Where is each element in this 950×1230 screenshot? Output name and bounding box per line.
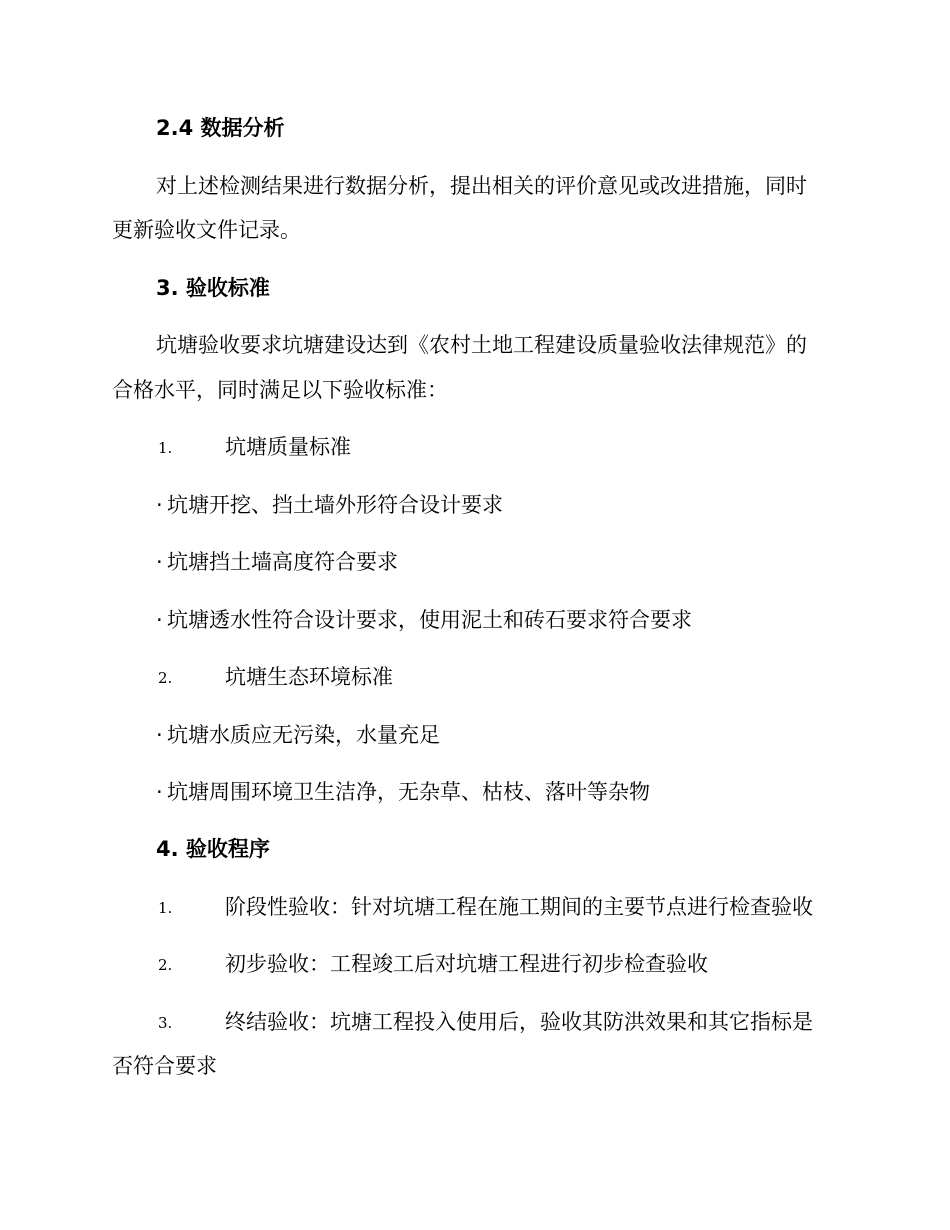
bullet-text: 坑塘水质应无污染，水量充足 (167, 723, 440, 747)
list-number: 2. (158, 956, 173, 974)
section-4-heading: 4. 验收程序 (156, 837, 270, 861)
list-number: 3. (158, 1014, 173, 1032)
bullet-text: 坑塘周围环境卫生洁净，无杂草、枯枝、落叶等杂物 (167, 780, 650, 804)
section-3-heading: 3. 验收标准 (156, 276, 270, 300)
bullet-glyph: · (156, 780, 163, 804)
bullet-text: 坑塘透水性符合设计要求，使用泥土和砖石要求符合要求 (167, 608, 692, 632)
section-3-paragraph-line-1: 坑塘验收要求坑塘建设达到《农村土地工程建设质量验收法律规范》的 (156, 333, 807, 357)
list-item-title: 坑塘质量标准 (225, 435, 351, 459)
procedure-step: 初步验收：工程竣工后对坑塘工程进行初步检查验收 (225, 952, 708, 976)
bullet-glyph: · (156, 550, 163, 574)
section-2-4-paragraph-line-1: 对上述检测结果进行数据分析，提出相关的评价意见或改进措施，同时 (156, 174, 807, 198)
bullet-glyph: · (156, 493, 163, 517)
bullet-item (156, 490, 503, 520)
bullet-glyph: · (156, 723, 163, 747)
list-number: 1. (158, 899, 173, 917)
bullet-item (156, 605, 692, 635)
section-3-paragraph-line-2: 合格水平，同时满足以下验收标准： (112, 378, 448, 402)
bullet-item (156, 547, 398, 577)
bullet-text: 坑塘开挖、挡土墙外形符合设计要求 (167, 493, 503, 517)
bullet-glyph: · (156, 608, 163, 632)
section-2-4-heading: 2.4 数据分析 (156, 116, 285, 140)
bullet-text: 坑塘挡土墙高度符合要求 (167, 550, 398, 574)
list-number: 2. (158, 669, 173, 687)
section-2-4-paragraph-line-2: 更新验收文件记录。 (112, 218, 301, 242)
procedure-step: 终结验收：坑塘工程投入使用后，验收其防洪效果和其它指标是 (225, 1010, 813, 1034)
procedure-step: 阶段性验收：针对坑塘工程在施工期间的主要节点进行检查验收 (225, 895, 813, 919)
procedure-step-continuation: 否符合要求 (112, 1054, 217, 1078)
list-item-title: 坑塘生态环境标准 (225, 665, 393, 689)
list-number: 1. (158, 439, 173, 457)
bullet-item (156, 777, 650, 807)
bullet-item (156, 720, 440, 750)
